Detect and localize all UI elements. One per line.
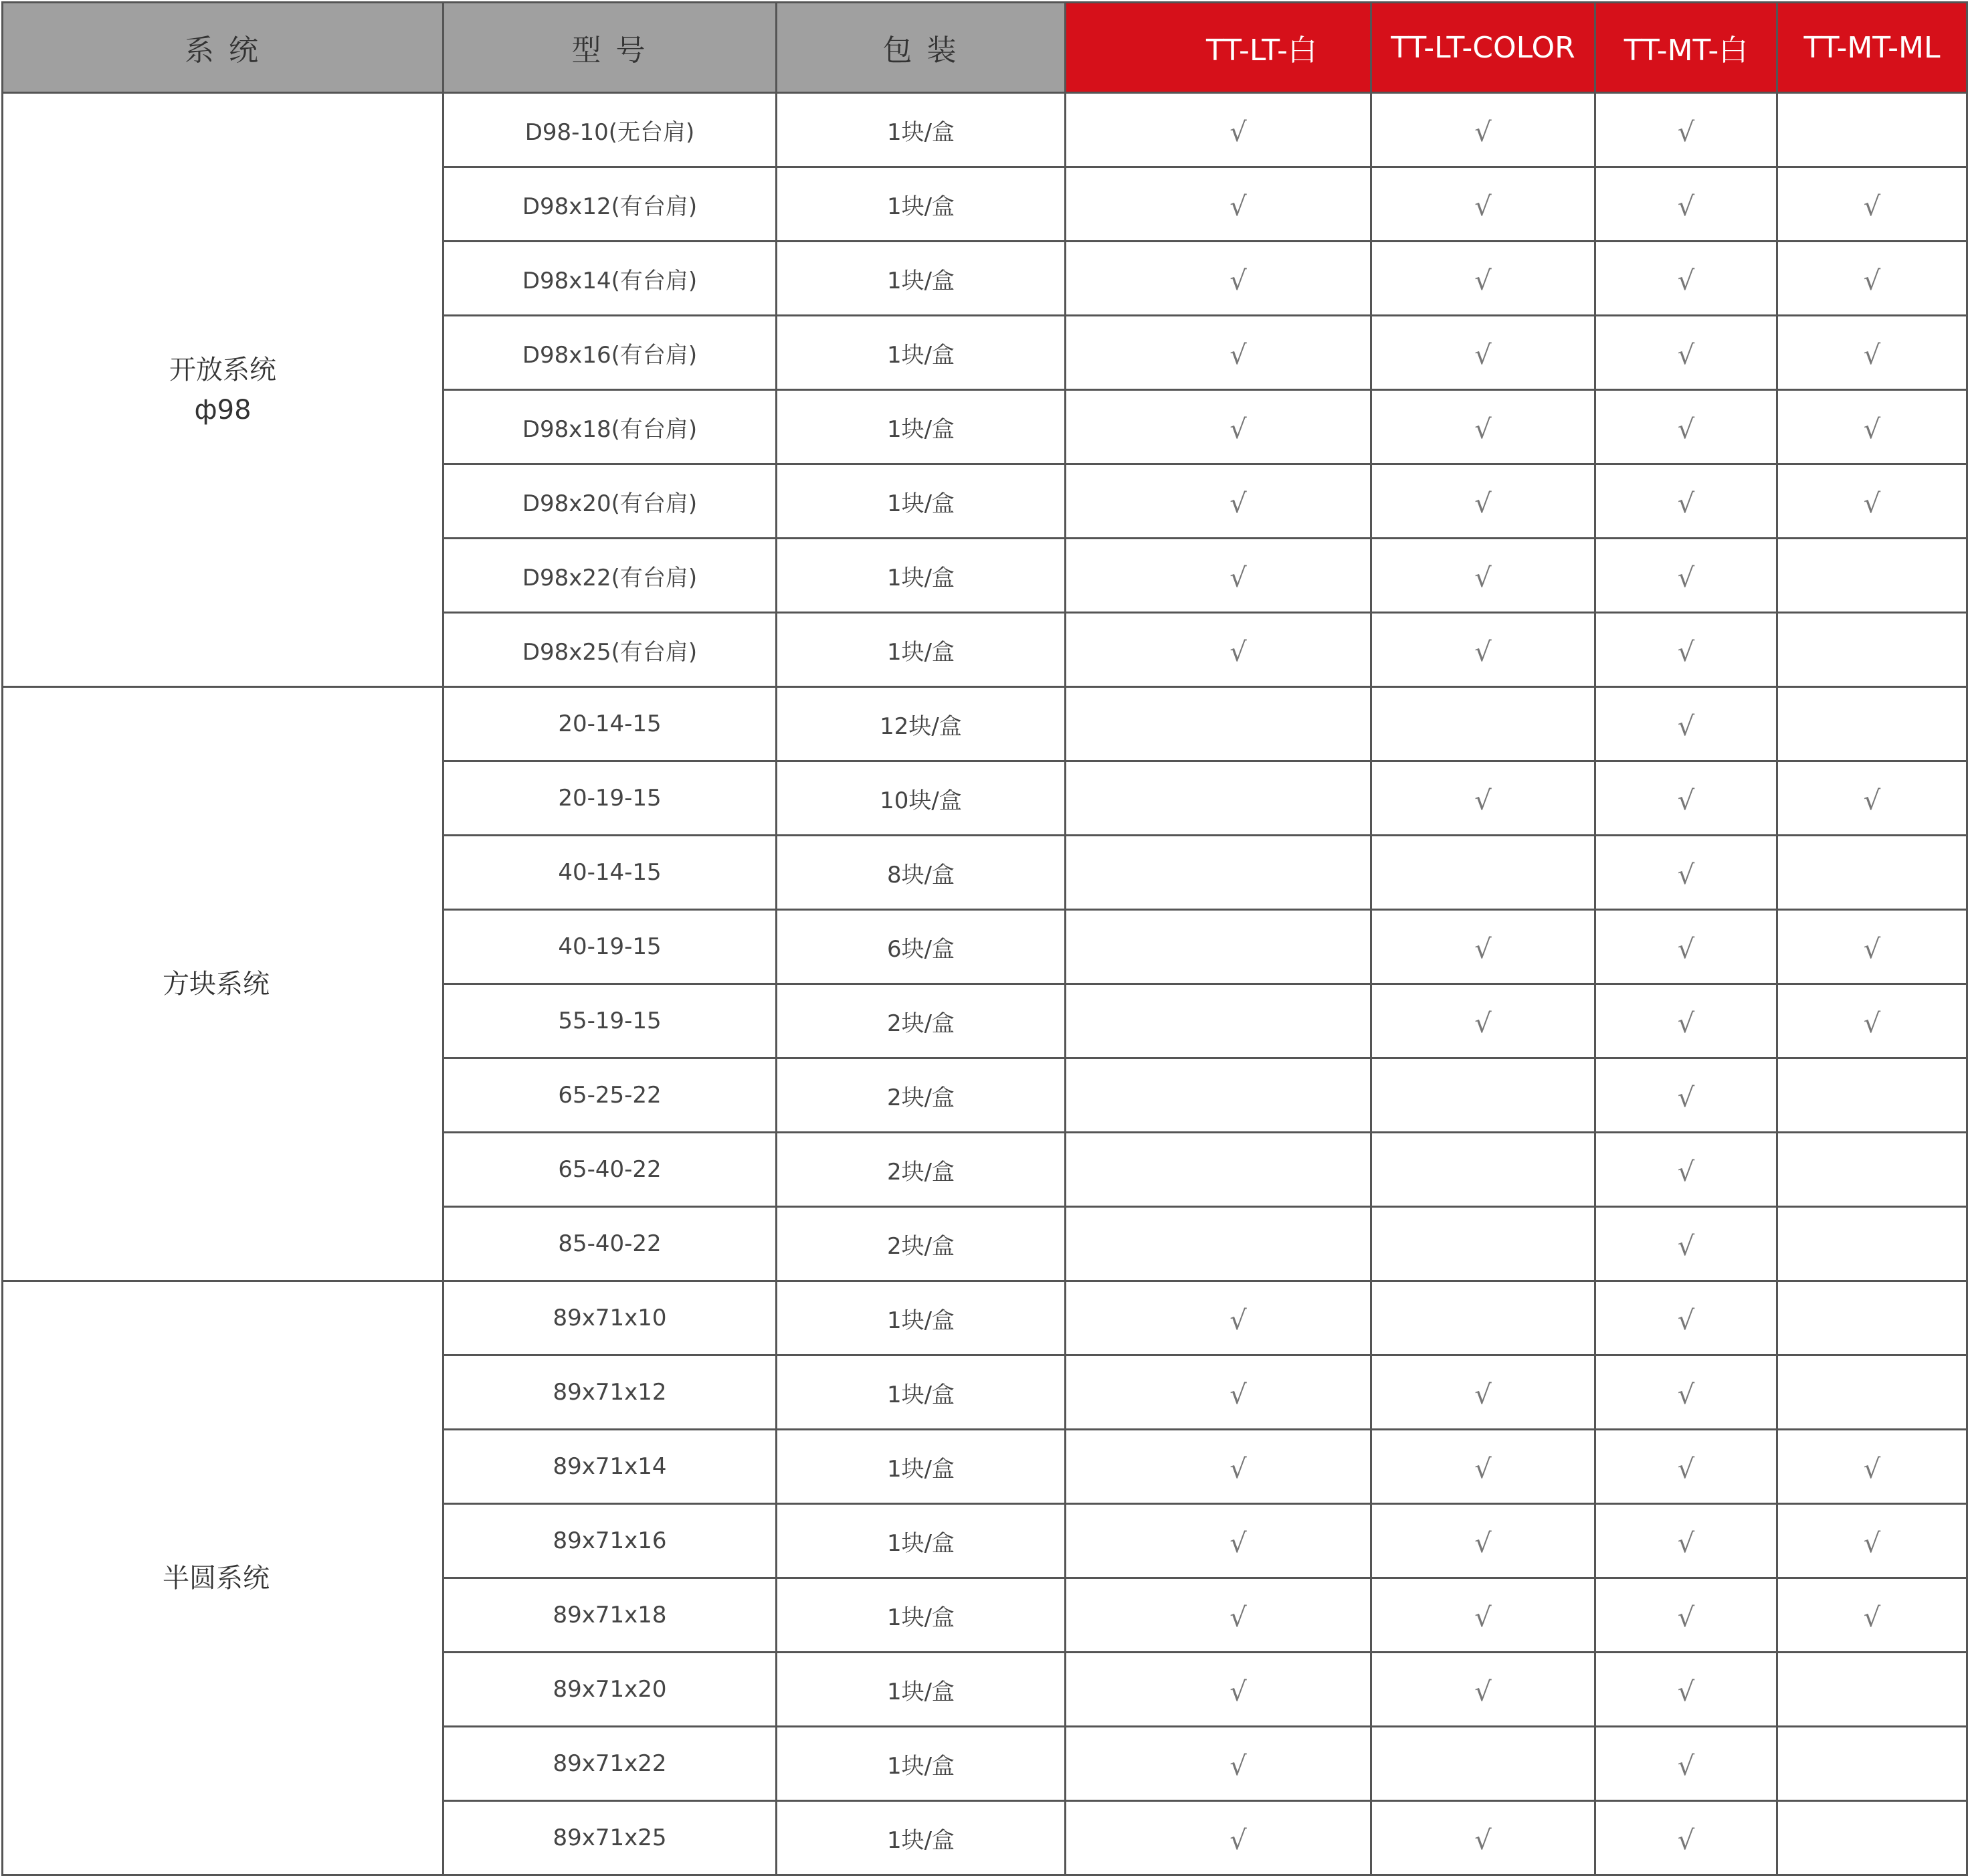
- check-mark-icon: √: [1677, 1528, 1695, 1559]
- model-cell: D98x20(有台肩): [444, 464, 777, 539]
- availability-cell: [1595, 1801, 1777, 1875]
- check-mark-icon: √: [1863, 266, 1881, 296]
- package-cell: 2块/盒: [777, 1058, 1066, 1133]
- check-mark-icon: √: [1677, 1602, 1695, 1633]
- check-mark-icon: √: [1863, 1008, 1881, 1039]
- model-cell: 85-40-22: [444, 1207, 777, 1281]
- availability-cell: [1371, 1207, 1595, 1281]
- availability-cell: [1371, 390, 1595, 464]
- package-cell: 1块/盒: [777, 93, 1066, 167]
- availability-cell: [1777, 316, 1967, 390]
- model-cell: 40-14-15: [444, 836, 777, 910]
- availability-cell: [1777, 910, 1967, 984]
- availability-cell: [1066, 1430, 1371, 1504]
- check-mark-icon: √: [1229, 191, 1247, 222]
- system-cell: [3, 687, 444, 1281]
- header-variant-tt-mt-white: TT-MT-白: [1595, 3, 1777, 93]
- table-row: [3, 1281, 1967, 1355]
- check-mark-icon: √: [1474, 1528, 1492, 1559]
- availability-cell: [1371, 1801, 1595, 1875]
- availability-cell: [1777, 1207, 1967, 1281]
- table-row: [3, 93, 1967, 167]
- availability-cell: [1595, 1207, 1777, 1281]
- check-mark-icon: √: [1677, 488, 1695, 519]
- availability-cell: [1066, 93, 1371, 167]
- check-mark-icon: √: [1863, 1602, 1881, 1633]
- check-mark-icon: √: [1863, 488, 1881, 519]
- availability-cell: [1066, 687, 1371, 761]
- availability-cell: [1595, 167, 1777, 242]
- check-mark-icon: √: [1677, 1083, 1695, 1113]
- check-mark-icon: √: [1474, 1825, 1492, 1856]
- check-mark-icon: √: [1229, 266, 1247, 296]
- availability-cell: [1595, 910, 1777, 984]
- availability-cell: [1066, 1801, 1371, 1875]
- check-mark-icon: √: [1474, 1008, 1492, 1039]
- check-mark-icon: √: [1677, 1751, 1695, 1782]
- system-name: 半圆系统: [163, 1562, 270, 1594]
- availability-cell: [1066, 1504, 1371, 1578]
- check-mark-icon: √: [1229, 117, 1247, 148]
- model-cell: 89x71x22: [444, 1727, 777, 1801]
- availability-cell: [1371, 1504, 1595, 1578]
- availability-cell: [1371, 613, 1595, 687]
- table-body: [3, 93, 1967, 1875]
- package-cell: 1块/盒: [777, 1801, 1066, 1875]
- availability-cell: [1066, 539, 1371, 613]
- availability-cell: [1777, 1058, 1967, 1133]
- check-mark-icon: √: [1677, 1825, 1695, 1856]
- availability-cell: [1777, 167, 1967, 242]
- table-row: [3, 687, 1967, 761]
- check-mark-icon: √: [1229, 414, 1247, 445]
- availability-cell: [1066, 1058, 1371, 1133]
- check-mark-icon: √: [1229, 1454, 1247, 1485]
- availability-cell: [1777, 1727, 1967, 1801]
- availability-cell: [1066, 1727, 1371, 1801]
- package-cell: 1块/盒: [777, 613, 1066, 687]
- model-cell: 89x71x18: [444, 1578, 777, 1653]
- check-mark-icon: √: [1677, 1231, 1695, 1262]
- package-cell: 2块/盒: [777, 984, 1066, 1058]
- availability-cell: [1595, 316, 1777, 390]
- check-mark-icon: √: [1863, 1454, 1881, 1485]
- availability-cell: [1371, 910, 1595, 984]
- availability-cell: [1595, 1058, 1777, 1133]
- header-model: 型 号: [444, 3, 777, 93]
- availability-cell: [1595, 1653, 1777, 1727]
- system-cell: [3, 1281, 444, 1875]
- check-mark-icon: √: [1229, 1677, 1247, 1707]
- model-cell: 65-25-22: [444, 1058, 777, 1133]
- package-cell: 1块/盒: [777, 1727, 1066, 1801]
- header-variant-tt-lt-color: TT-LT-COLOR: [1371, 3, 1595, 93]
- availability-cell: [1066, 390, 1371, 464]
- availability-cell: [1066, 464, 1371, 539]
- check-mark-icon: √: [1229, 1751, 1247, 1782]
- package-cell: 1块/盒: [777, 242, 1066, 316]
- system-subtitle: ф98: [194, 394, 252, 426]
- availability-cell: [1371, 1133, 1595, 1207]
- check-mark-icon: √: [1863, 785, 1881, 816]
- model-cell: 89x71x14: [444, 1430, 777, 1504]
- availability-cell: [1777, 93, 1967, 167]
- model-cell: D98x18(有台肩): [444, 390, 777, 464]
- availability-cell: [1371, 1355, 1595, 1430]
- check-mark-icon: √: [1229, 1825, 1247, 1856]
- package-cell: 1块/盒: [777, 167, 1066, 242]
- availability-cell: [1595, 1578, 1777, 1653]
- availability-cell: [1595, 984, 1777, 1058]
- check-mark-icon: √: [1229, 1380, 1247, 1410]
- availability-cell: [1066, 242, 1371, 316]
- check-mark-icon: √: [1677, 1157, 1695, 1188]
- check-mark-icon: √: [1677, 117, 1695, 148]
- check-mark-icon: √: [1229, 1528, 1247, 1559]
- availability-cell: [1371, 93, 1595, 167]
- availability-cell: [1371, 984, 1595, 1058]
- system-cell: [3, 93, 444, 687]
- check-mark-icon: √: [1229, 637, 1247, 668]
- availability-cell: [1595, 242, 1777, 316]
- package-cell: 10块/盒: [777, 761, 1066, 836]
- header-package: 包 装: [777, 3, 1066, 93]
- check-mark-icon: √: [1863, 191, 1881, 222]
- check-mark-icon: √: [1474, 1602, 1492, 1633]
- availability-cell: [1595, 1504, 1777, 1578]
- package-cell: 1块/盒: [777, 1578, 1066, 1653]
- check-mark-icon: √: [1474, 266, 1492, 296]
- availability-cell: [1066, 1578, 1371, 1653]
- availability-cell: [1066, 1133, 1371, 1207]
- check-mark-icon: √: [1474, 1677, 1492, 1707]
- availability-cell: [1777, 390, 1967, 464]
- package-cell: 2块/盒: [777, 1133, 1066, 1207]
- package-cell: 1块/盒: [777, 390, 1066, 464]
- system-name: 开放系统: [169, 354, 276, 385]
- availability-cell: [1066, 761, 1371, 836]
- check-mark-icon: √: [1863, 340, 1881, 371]
- availability-cell: [1066, 613, 1371, 687]
- check-mark-icon: √: [1677, 1454, 1695, 1485]
- availability-cell: [1595, 464, 1777, 539]
- model-cell: 20-14-15: [444, 687, 777, 761]
- package-cell: 1块/盒: [777, 539, 1066, 613]
- availability-cell: [1371, 1578, 1595, 1653]
- model-cell: 89x71x16: [444, 1504, 777, 1578]
- availability-cell: [1371, 1653, 1595, 1727]
- model-cell: 89x71x12: [444, 1355, 777, 1430]
- availability-cell: [1066, 1355, 1371, 1430]
- availability-cell: [1595, 761, 1777, 836]
- availability-cell: [1595, 1281, 1777, 1355]
- package-cell: 1块/盒: [777, 1281, 1066, 1355]
- check-mark-icon: √: [1677, 340, 1695, 371]
- model-cell: D98x25(有台肩): [444, 613, 777, 687]
- availability-cell: [1777, 1281, 1967, 1355]
- availability-cell: [1066, 1281, 1371, 1355]
- availability-cell: [1777, 1578, 1967, 1653]
- availability-cell: [1595, 390, 1777, 464]
- package-cell: 1块/盒: [777, 1653, 1066, 1727]
- availability-cell: [1066, 316, 1371, 390]
- model-cell: D98-10(无台肩): [444, 93, 777, 167]
- header-variant-tt-mt-ml: TT-MT-ML: [1777, 3, 1967, 93]
- availability-cell: [1371, 1430, 1595, 1504]
- availability-cell: [1371, 464, 1595, 539]
- availability-cell: [1595, 687, 1777, 761]
- model-cell: D98x22(有台肩): [444, 539, 777, 613]
- header-row: [3, 3, 1967, 93]
- check-mark-icon: √: [1677, 785, 1695, 816]
- availability-cell: [1595, 1727, 1777, 1801]
- check-mark-icon: √: [1229, 563, 1247, 593]
- availability-cell: [1777, 836, 1967, 910]
- model-cell: D98x14(有台肩): [444, 242, 777, 316]
- model-cell: D98x16(有台肩): [444, 316, 777, 390]
- check-mark-icon: √: [1677, 1008, 1695, 1039]
- check-mark-icon: √: [1677, 266, 1695, 296]
- header-system: 系 统: [3, 3, 444, 93]
- check-mark-icon: √: [1474, 934, 1492, 965]
- availability-cell: [1777, 761, 1967, 836]
- check-mark-icon: √: [1677, 860, 1695, 890]
- check-mark-icon: √: [1229, 1305, 1247, 1336]
- check-mark-icon: √: [1229, 488, 1247, 519]
- header-variant-tt-lt-white: [1066, 3, 1371, 93]
- check-mark-icon: √: [1229, 1602, 1247, 1633]
- availability-cell: [1066, 1653, 1371, 1727]
- availability-cell: [1371, 1058, 1595, 1133]
- availability-cell: [1777, 1801, 1967, 1875]
- availability-cell: [1595, 1133, 1777, 1207]
- package-cell: 6块/盒: [777, 910, 1066, 984]
- package-cell: 12块/盒: [777, 687, 1066, 761]
- availability-cell: [1777, 1653, 1967, 1727]
- package-cell: 1块/盒: [777, 1355, 1066, 1430]
- availability-cell: [1371, 761, 1595, 836]
- availability-cell: [1777, 687, 1967, 761]
- check-mark-icon: √: [1474, 414, 1492, 445]
- availability-cell: [1595, 1430, 1777, 1504]
- package-cell: 1块/盒: [777, 464, 1066, 539]
- model-cell: 65-40-22: [444, 1133, 777, 1207]
- availability-cell: [1371, 167, 1595, 242]
- availability-cell: [1777, 1133, 1967, 1207]
- check-mark-icon: √: [1863, 1528, 1881, 1559]
- availability-cell: [1595, 613, 1777, 687]
- check-mark-icon: √: [1474, 488, 1492, 519]
- check-mark-icon: √: [1677, 563, 1695, 593]
- package-cell: 1块/盒: [777, 1504, 1066, 1578]
- availability-cell: [1066, 910, 1371, 984]
- check-mark-icon: √: [1474, 117, 1492, 148]
- check-mark-icon: √: [1474, 191, 1492, 222]
- header-variant-label: TT-LT-白: [1206, 33, 1317, 68]
- availability-cell: [1371, 836, 1595, 910]
- availability-cell: [1066, 1207, 1371, 1281]
- check-mark-icon: √: [1474, 1454, 1492, 1485]
- check-mark-icon: √: [1677, 637, 1695, 668]
- check-mark-icon: √: [1863, 934, 1881, 965]
- availability-cell: [1066, 984, 1371, 1058]
- availability-cell: [1777, 1430, 1967, 1504]
- check-mark-icon: √: [1677, 191, 1695, 222]
- availability-cell: [1595, 836, 1777, 910]
- availability-cell: [1777, 1504, 1967, 1578]
- check-mark-icon: √: [1474, 637, 1492, 668]
- availability-cell: [1371, 316, 1595, 390]
- availability-cell: [1777, 613, 1967, 687]
- check-mark-icon: √: [1474, 785, 1492, 816]
- availability-cell: [1371, 1281, 1595, 1355]
- package-cell: 1块/盒: [777, 316, 1066, 390]
- availability-cell: [1595, 539, 1777, 613]
- availability-cell: [1777, 984, 1967, 1058]
- check-mark-icon: √: [1474, 340, 1492, 371]
- availability-cell: [1371, 687, 1595, 761]
- check-mark-icon: √: [1677, 711, 1695, 742]
- model-cell: 55-19-15: [444, 984, 777, 1058]
- availability-cell: [1066, 167, 1371, 242]
- availability-cell: [1371, 539, 1595, 613]
- model-cell: 89x71x10: [444, 1281, 777, 1355]
- check-mark-icon: √: [1229, 340, 1247, 371]
- check-mark-icon: √: [1677, 934, 1695, 965]
- availability-cell: [1777, 242, 1967, 316]
- availability-cell: [1371, 242, 1595, 316]
- availability-cell: [1595, 93, 1777, 167]
- check-mark-icon: √: [1677, 414, 1695, 445]
- check-mark-icon: √: [1677, 1305, 1695, 1336]
- check-mark-icon: √: [1677, 1380, 1695, 1410]
- check-mark-icon: √: [1474, 1380, 1492, 1410]
- model-cell: 20-19-15: [444, 761, 777, 836]
- model-cell: D98x12(有台肩): [444, 167, 777, 242]
- availability-cell: [1595, 1355, 1777, 1430]
- model-cell: 89x71x25: [444, 1801, 777, 1875]
- availability-cell: [1066, 836, 1371, 910]
- package-cell: 1块/盒: [777, 1430, 1066, 1504]
- system-name: 方块系统: [163, 968, 270, 1000]
- check-mark-icon: √: [1863, 414, 1881, 445]
- check-mark-icon: √: [1474, 563, 1492, 593]
- availability-cell: [1371, 1727, 1595, 1801]
- package-cell: 8块/盒: [777, 836, 1066, 910]
- model-cell: 40-19-15: [444, 910, 777, 984]
- availability-cell: [1777, 539, 1967, 613]
- model-cell: 89x71x20: [444, 1653, 777, 1727]
- availability-cell: [1777, 1355, 1967, 1430]
- check-mark-icon: √: [1677, 1677, 1695, 1707]
- availability-cell: [1777, 464, 1967, 539]
- package-cell: 2块/盒: [777, 1207, 1066, 1281]
- product-compatibility-table: [1, 1, 1968, 1876]
